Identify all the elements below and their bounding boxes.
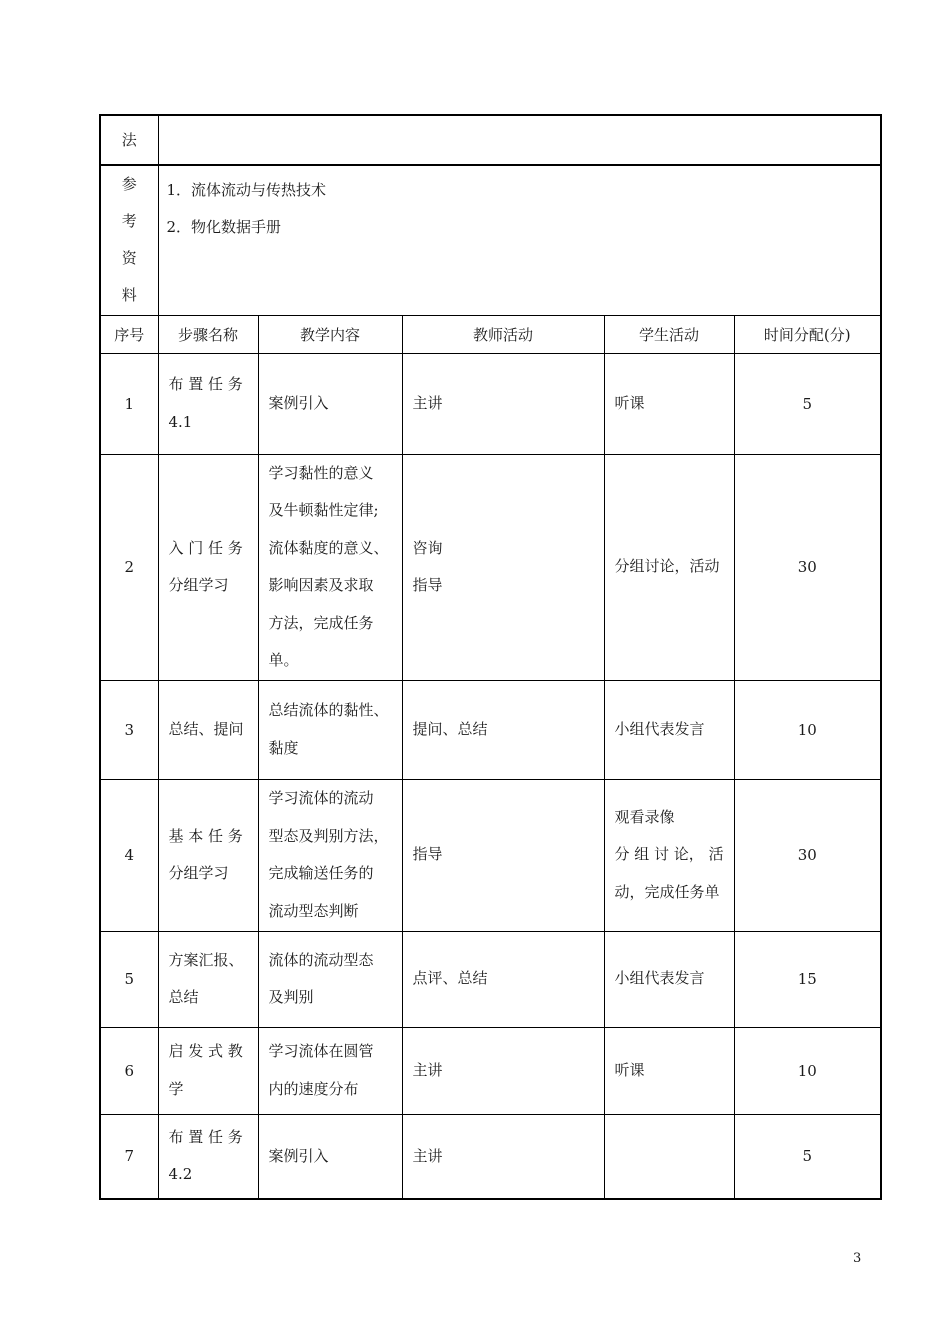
lesson-plan-table-wrapper [99, 114, 880, 1200]
table-row [100, 931, 881, 1027]
student-activity-cell-line: 动，完成任务单 [614, 882, 720, 901]
teacher-activity-cell-line: 主讲 [412, 1060, 443, 1079]
step-name-cell-line: 学 [168, 1079, 184, 1098]
step-name-cell [158, 1114, 258, 1199]
step-name-cell [158, 353, 258, 454]
time-allocation-cell: 10 [734, 680, 881, 779]
references-row [100, 165, 881, 315]
table-header-row [100, 315, 881, 353]
teaching-content-cell [258, 1027, 402, 1114]
teacher-activity-cell-line: 指导 [412, 576, 443, 594]
header-cell-no: 序号 [100, 315, 158, 353]
row-number-cell: 2 [100, 454, 158, 680]
teaching-content-cell-line: 案例引入 [268, 393, 329, 412]
references-label-char: 参 [121, 175, 137, 194]
step-name-cell-line: 布 置 任 务 [168, 375, 243, 393]
method-content [158, 115, 881, 165]
step-name-cell-line: 4.2 [168, 1165, 193, 1184]
step-name-cell-line: 总结 [168, 988, 199, 1006]
row-number-cell: 7 [100, 1114, 158, 1199]
teacher-activity-cell [402, 1114, 604, 1199]
student-activity-cell-line: 观看录像 [614, 807, 675, 826]
teaching-content-cell [258, 680, 402, 779]
references-list [158, 165, 881, 315]
teaching-content-cell-line: 及判别 [268, 988, 314, 1006]
student-activity-cell [604, 1027, 734, 1114]
teacher-activity-cell [402, 680, 604, 779]
student-activity-cell [604, 353, 734, 454]
student-activity-cell-line: 听课 [614, 1060, 645, 1079]
teacher-activity-cell [402, 353, 604, 454]
student-activity-cell [604, 931, 734, 1027]
teaching-content-cell-line: 影响因素及求取 [268, 576, 374, 594]
row-number-cell: 6 [100, 1027, 158, 1114]
table-row [100, 454, 881, 680]
teacher-activity-cell [402, 779, 604, 931]
step-name-cell-line: 总结、提问 [168, 719, 244, 738]
teaching-content-cell-line: 完成输送任务的 [268, 864, 374, 882]
table-row [100, 1114, 881, 1199]
table-row [100, 353, 881, 454]
teaching-content-cell-line: 流体黏度的意义、 [268, 538, 389, 557]
reference-item: 1．流体流动与传热技术 [166, 181, 327, 199]
teacher-activity-cell [402, 1027, 604, 1114]
references-label-char: 资 [121, 249, 137, 268]
teaching-content-cell-line: 流动型态判断 [268, 901, 359, 920]
teaching-content-cell-line: 内的速度分布 [268, 1079, 359, 1098]
step-name-cell [158, 680, 258, 779]
student-activity-cell-line: 小组代表发言 [614, 719, 705, 738]
teaching-content-cell-line: 方法，完成任务 [268, 613, 374, 632]
teacher-activity-cell-line: 提问、总结 [412, 719, 488, 738]
table-row [100, 1027, 881, 1114]
student-activity-cell-line: 小组代表发言 [614, 969, 705, 988]
row-number-cell: 3 [100, 680, 158, 779]
page-number: 3 [853, 1251, 862, 1266]
teaching-content-cell-line: 学习黏性的意义 [268, 463, 374, 482]
header-cell-step: 步骤名称 [158, 315, 258, 353]
time-allocation-cell: 5 [734, 353, 881, 454]
teaching-content-cell-line: 及牛顿黏性定律; [268, 501, 379, 519]
teaching-content-cell-line: 总结流体的黏性、 [268, 701, 389, 719]
student-activity-cell-line: 听课 [614, 393, 645, 412]
header-cell-content: 教学内容 [258, 315, 402, 353]
step-name-cell [158, 1027, 258, 1114]
header-cell-teacher: 教师活动 [402, 315, 604, 353]
student-activity-cell [604, 779, 734, 931]
student-activity-cell [604, 1114, 734, 1199]
time-allocation-cell: 15 [734, 931, 881, 1027]
teacher-activity-cell-line: 主讲 [412, 1146, 443, 1165]
references-label-char: 料 [121, 286, 137, 305]
time-allocation-cell: 5 [734, 1114, 881, 1199]
time-allocation-cell: 30 [734, 454, 881, 680]
teaching-content-cell [258, 779, 402, 931]
time-allocation-cell: 10 [734, 1027, 881, 1114]
student-activity-cell-line: 分 组 讨 论， 活 [614, 845, 724, 864]
teacher-activity-cell [402, 931, 604, 1027]
teaching-content-cell-line: 学习流体的流动 [268, 789, 374, 807]
table-row [100, 779, 881, 931]
method-row [100, 115, 881, 165]
teaching-content-cell-line: 学习流体在圆管 [268, 1042, 374, 1060]
teaching-content-cell-line: 型态及判别方法， [268, 826, 389, 845]
teaching-content-cell [258, 1114, 402, 1199]
header-cell-time: 时间分配(分) [734, 315, 881, 353]
teaching-content-cell [258, 931, 402, 1027]
step-name-cell [158, 454, 258, 680]
time-allocation-cell: 30 [734, 779, 881, 931]
student-activity-cell [604, 680, 734, 779]
teaching-content-cell-line: 案例引入 [268, 1146, 329, 1165]
table-row [100, 680, 881, 779]
row-number-cell: 4 [100, 779, 158, 931]
step-name-cell-line: 入 门 任 务 [168, 538, 243, 557]
lesson-plan-table [99, 114, 882, 1200]
teaching-content-cell [258, 454, 402, 680]
step-name-cell-line: 分组学习 [168, 576, 229, 594]
teaching-content-cell [258, 353, 402, 454]
teacher-activity-cell-line: 指导 [412, 845, 443, 864]
step-name-cell-line: 分组学习 [168, 864, 229, 882]
teacher-activity-cell [402, 454, 604, 680]
teaching-content-cell-line: 黏度 [268, 738, 299, 757]
step-name-cell-line: 方案汇报、 [168, 950, 244, 969]
teaching-content-cell-line: 单。 [268, 651, 299, 669]
student-activity-cell-line: 分组讨论，活动 [614, 557, 720, 576]
step-name-cell-line: 启 发 式 教 [168, 1042, 243, 1060]
reference-item: 2．物化数据手册 [166, 218, 282, 236]
row-number-cell: 5 [100, 931, 158, 1027]
header-cell-student: 学生活动 [604, 315, 734, 353]
step-name-cell-line: 4.1 [168, 412, 193, 431]
step-name-cell-line: 布 置 任 务 [168, 1127, 243, 1146]
step-name-cell [158, 931, 258, 1027]
references-label-char: 考 [121, 212, 137, 231]
teacher-activity-cell-line: 咨询 [412, 538, 443, 557]
method-label: 法 [100, 115, 158, 165]
teacher-activity-cell-line: 点评、总结 [412, 969, 488, 988]
step-name-cell [158, 779, 258, 931]
student-activity-cell [604, 454, 734, 680]
references-label [100, 165, 158, 315]
row-number-cell: 1 [100, 353, 158, 454]
teaching-content-cell-line: 流体的流动型态 [268, 950, 374, 969]
step-name-cell-line: 基 本 任 务 [168, 826, 243, 845]
teacher-activity-cell-line: 主讲 [412, 393, 443, 412]
